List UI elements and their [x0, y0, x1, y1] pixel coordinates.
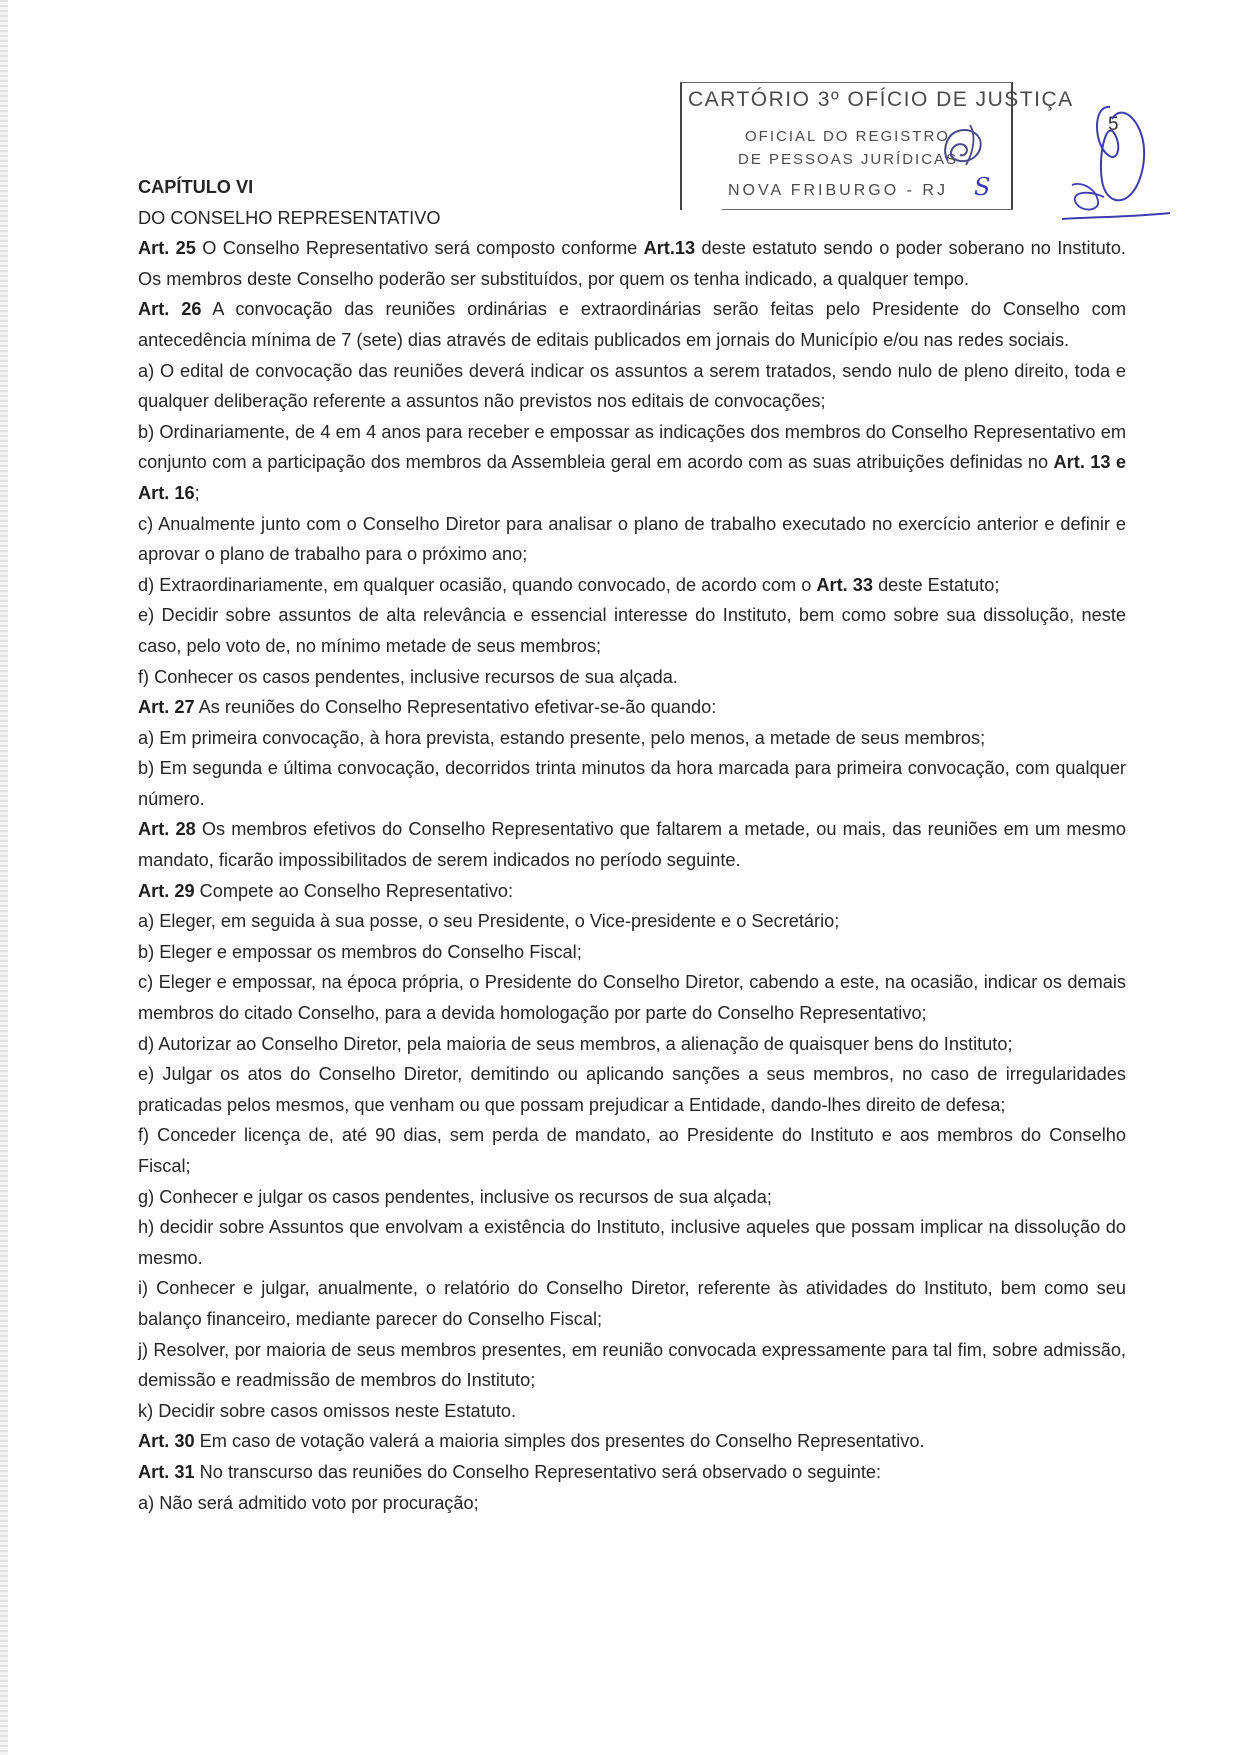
paragraph-text: Em caso de votação valerá a maioria simples dos presentes do Conselho Representativo.: [194, 1431, 925, 1452]
article-number: Art. 31: [138, 1461, 195, 1482]
article-reference: Art.13: [643, 238, 696, 259]
paragraph-text: g) Conhecer e julgar os casos pendentes, inclusive os recursos de sua alçada;: [138, 1186, 772, 1207]
chapter-title: CAPÍTULO VI: [138, 177, 254, 197]
paragraph-text: As reuniões do Conselho Representativo efetivar-se-ão quando:: [194, 697, 717, 718]
paragraph-text: e) Decidir sobre assuntos de alta relevância e essencial interesse do Instituto, bem como sobre sua dissolução, neste caso, pelo voto de, no mínimo metade de seus membros;: [138, 605, 1126, 656]
item-paragraph: [138, 662, 1126, 693]
paragraph-text: No transcurso das reuniões do Conselho Representativo será observado o seguinte:: [194, 1461, 882, 1482]
item-paragraph: [138, 1182, 1126, 1213]
item-paragraph: [138, 723, 1126, 754]
page-number: 5: [1108, 114, 1119, 135]
scan-edge: [0, 0, 8, 1755]
article-paragraph: [138, 1426, 1126, 1457]
stamp-line-3: DE PESSOAS JURÍDICAS: [738, 151, 959, 168]
paragraph-text: Os membros efetivos do Conselho Representativo que faltarem a metade, ou mais, das reuniões em um mesmo mandato, ficarão impossibilitados de serem indicados no período seguinte.: [138, 819, 1127, 871]
item-paragraph: [138, 937, 1126, 968]
stamp-line-2: OFICIAL DO REGISTRO: [745, 128, 950, 145]
article-reference: Art. 33: [816, 574, 874, 595]
stamp-line-4: NOVA FRIBURGO - RJ: [728, 182, 948, 199]
paragraph-text: a) Eleger, em seguida à sua posse, o seu Presidente, o Vice-presidente e o Secretário;: [138, 911, 840, 932]
paragraph-text: A convocação das reuniões ordinárias e extraordinárias serão feitas pelo Presidente do Conselho com antecedência mínima de 7 (sete) dias através de editais publicados em jornais do Município e/ou nas redes sociais.: [138, 299, 1127, 350]
paragraph-list: [138, 233, 1126, 1518]
document-body: [138, 172, 1126, 1518]
stamp-mark: S: [974, 173, 991, 201]
item-paragraph: [138, 1059, 1126, 1120]
item-paragraph: [138, 417, 1126, 509]
paragraph-text: d) Autorizar ao Conselho Diretor, pela maioria de seus membros, a alienação de quaisquer bens do Instituto;: [138, 1033, 1013, 1054]
item-paragraph: [138, 1488, 1126, 1519]
paragraph-text: k) Decidir sobre casos omissos neste Estatuto.: [138, 1400, 517, 1421]
paragraph-text: j) Resolver, por maioria de seus membros presentes, em reunião convocada expressamente para tal fim, sobre admissão, demissão e readmissão de membros do Instituto;: [138, 1339, 1126, 1391]
article-paragraph: [138, 876, 1126, 907]
paragraph-text: a) Em primeira convocação, à hora prevista, estando presente, pelo menos, a metade de seus membros;: [138, 727, 986, 748]
article-paragraph: [138, 294, 1126, 355]
item-paragraph: [138, 967, 1126, 1028]
paragraph-text: c) Anualmente junto com o Conselho Diretor para analisar o plano de trabalho executado no exercício anterior e definir e aprovar o plano de trabalho para o próximo ano;: [138, 513, 1126, 565]
article-paragraph: [138, 692, 1126, 723]
paragraph-text: e) Julgar os atos do Conselho Diretor, demitindo ou aplicando sanções a seus membros, no caso de irregularidades praticadas pelos mesmos, que venham ou que possam prejudicar a Entidade, dando-lhes direito de defesa;: [138, 1064, 1126, 1115]
paragraph-text: c) Eleger e empossar, na época própria, o Presidente do Conselho Diretor, cabendo a este, na ocasião, indicar os demais membros do citado Conselho, para a devida homologação por parte do Conselho Representativo;: [138, 972, 1126, 1024]
article-number: Art. 29: [138, 880, 195, 901]
article-paragraph: [138, 233, 1126, 294]
item-paragraph: [138, 356, 1126, 417]
paragraph-text: Compete ao Conselho Representativo:: [194, 880, 514, 901]
item-paragraph: [138, 753, 1126, 814]
paragraph-text-tail: ;: [194, 482, 200, 503]
item-paragraph: [138, 1029, 1126, 1060]
item-paragraph: [138, 1335, 1126, 1396]
paragraph-text: d) Extraordinariamente, em qualquer ocasião, quando convocado, de acordo com o: [138, 574, 817, 595]
article-number: Art. 25: [138, 238, 196, 259]
paragraph-text: b) Em segunda e última convocação, decorridos trinta minutos da hora marcada para primeira convocação, com qualquer número.: [138, 758, 1126, 809]
paragraph-text: a) Não será admitido voto por procuração;: [138, 1492, 479, 1513]
article-paragraph: [138, 1457, 1126, 1488]
stamp-initials-icon: [940, 121, 988, 171]
stamp-line-1: CARTÓRIO 3º OFÍCIO DE JUSTIÇA: [688, 88, 1074, 111]
article-reference: Art. 13 e Art. 16: [138, 452, 1126, 503]
article-paragraph: [138, 814, 1126, 875]
article-number: Art. 26: [138, 299, 202, 320]
item-paragraph: [138, 906, 1126, 937]
item-paragraph: [138, 1120, 1126, 1181]
article-number: Art. 28: [138, 819, 196, 840]
article-number: Art. 27: [138, 697, 195, 718]
item-paragraph: [138, 570, 1126, 601]
paragraph-text: h) decidir sobre Assuntos que envolvam a existência do Instituto, inclusive aqueles que possam implicar na dissolução do mesmo.: [138, 1217, 1126, 1268]
item-paragraph: [138, 1396, 1126, 1427]
chapter-subtitle: DO CONSELHO REPRESENTATIVO: [138, 207, 441, 228]
paragraph-text: b) Ordinariamente, de 4 em 4 anos para receber e empossar as indicações dos membros do Conselho Representativo em conjunto com a participação dos membros da Assembleia geral em acordo com as suas atribuições definidas no: [138, 421, 1126, 473]
paragraph-text: O Conselho Representativo será composto conforme: [195, 238, 644, 259]
paragraph-text: a) O edital de convocação das reuniões deverá indicar os assuntos a serem tratados, sendo nulo de pleno direito, toda e qualquer deliberação referente a assuntos não previstos nos editais de convocações;: [138, 360, 1126, 412]
paragraph-text: f) Conhecer os casos pendentes, inclusive recursos de sua alçada.: [138, 666, 678, 687]
item-paragraph: [138, 1212, 1126, 1273]
paragraph-text: b) Eleger e empossar os membros do Conselho Fiscal;: [138, 941, 582, 962]
article-number: Art. 30: [138, 1431, 195, 1452]
paragraph-text-tail: deste Estatuto;: [873, 574, 1000, 595]
item-paragraph: [138, 1273, 1126, 1334]
paragraph-text: i) Conhecer e julgar, anualmente, o relatório do Conselho Diretor, referente às atividades do Instituto, bem como seu balanço financeiro, mediante parecer do Conselho Fiscal;: [138, 1278, 1126, 1329]
paragraph-text: f) Conceder licença de, até 90 dias, sem perda de mandato, ao Presidente do Instituto e aos membros do Conselho Fiscal;: [138, 1125, 1126, 1176]
item-paragraph: [138, 600, 1126, 661]
paragraph-text-tail: deste estatuto sendo o poder soberano no Instituto. Os membros deste Conselho poderão ser substituídos, por quem os tenha indicado, a qualquer tempo.: [138, 238, 1126, 289]
item-paragraph: [138, 509, 1126, 570]
